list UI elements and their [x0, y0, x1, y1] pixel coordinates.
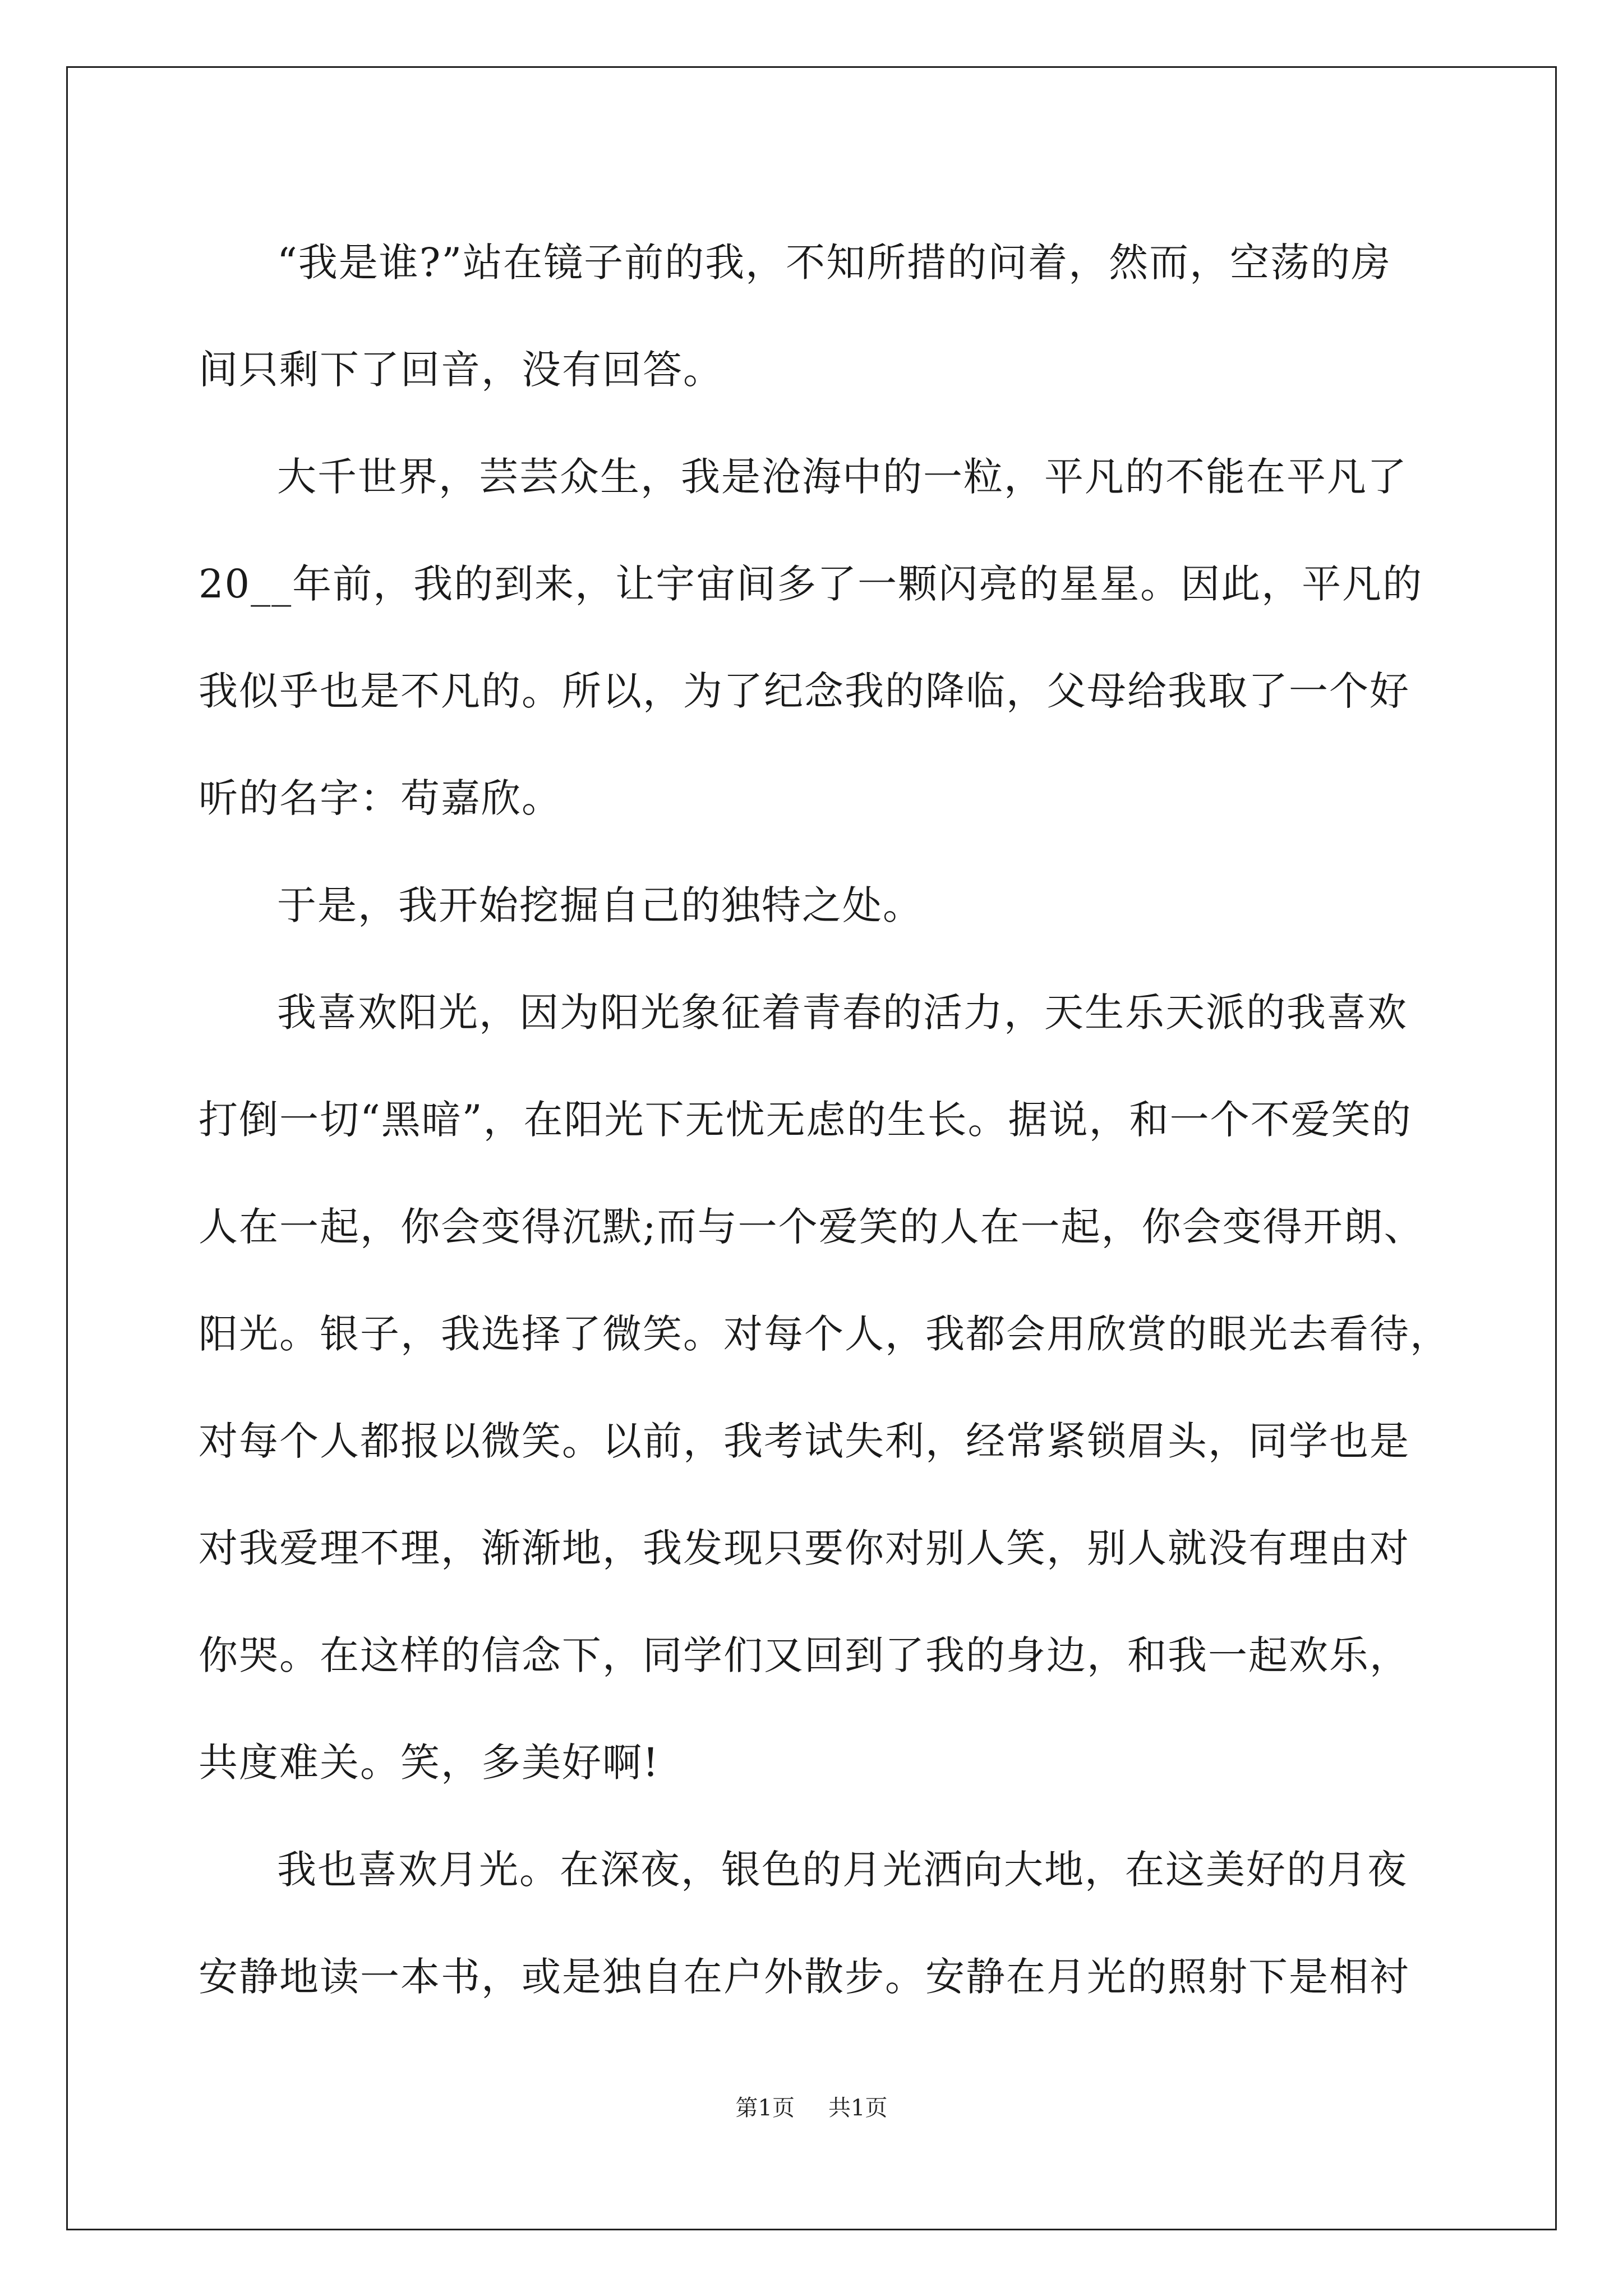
text-line: 大千世界，芸芸众生，我是沧海中的一粒，平凡的不能在平凡了	[277, 454, 1408, 500]
text-line: 阳光。银子，我选择了微笑。对每个人，我都会用欣赏的眼光去看待，	[199, 1311, 1450, 1357]
paragraph-5	[199, 1816, 1430, 2031]
paragraph-3	[199, 852, 1430, 959]
paragraph-2	[199, 424, 1430, 852]
text-line: 听的名字：苟嘉欣。	[199, 775, 562, 821]
text-line: “我是谁?”站在镜子前的我，不知所措的问着，然而，空荡的房	[277, 240, 1392, 286]
document-body	[199, 209, 1450, 2031]
text-line: 安静地读一本书，或是独自在户外散步。安静在月光的照射下是相衬	[199, 1954, 1410, 2000]
text-line: 打倒一切“黑暗”，在阳光下无忧无虑的生长。据说，和一个不爱笑的	[199, 1097, 1412, 1143]
text-line: 对我爱理不理，渐渐地，我发现只要你对别人笑，别人就没有理由对	[199, 1525, 1410, 1571]
text-line: 我似乎也是不凡的。所以，为了纪念我的降临，父母给我取了一个好	[199, 668, 1410, 714]
text-line: 20__年前，我的到来，让宇宙间多了一颗闪亮的星星。因此，平凡的	[199, 561, 1423, 607]
text-line: 我也喜欢月光。在深夜，银色的月光洒向大地，在这美好的月夜	[277, 1847, 1408, 1893]
page-number-current: 第1页	[735, 2095, 795, 2121]
paragraph-1	[199, 209, 1430, 424]
text-line: 对每个人都报以微笑。以前，我考试失利，经常紧锁眉头，同学也是	[199, 1418, 1410, 1464]
text-line: 你哭。在这样的信念下，同学们又回到了我的身边，和我一起欢乐，	[199, 1632, 1410, 1678]
text-line: 于是，我开始挖掘自己的独特之处。	[277, 882, 923, 928]
paragraph-4	[199, 959, 1450, 1816]
text-line: 我喜欢阳光，因为阳光象征着青春的活力，天生乐天派的我喜欢	[277, 990, 1408, 1036]
page-number-total: 共1页	[828, 2095, 888, 2121]
text-line: 间只剩下了回音，没有回答。	[199, 347, 723, 393]
page-footer	[0, 2090, 1623, 2122]
text-line: 共度难关。笑，多美好啊!	[199, 1740, 660, 1786]
text-line: 人在一起，你会变得沉默;而与一个爱笑的人在一起，你会变得开朗、	[199, 1204, 1424, 1250]
